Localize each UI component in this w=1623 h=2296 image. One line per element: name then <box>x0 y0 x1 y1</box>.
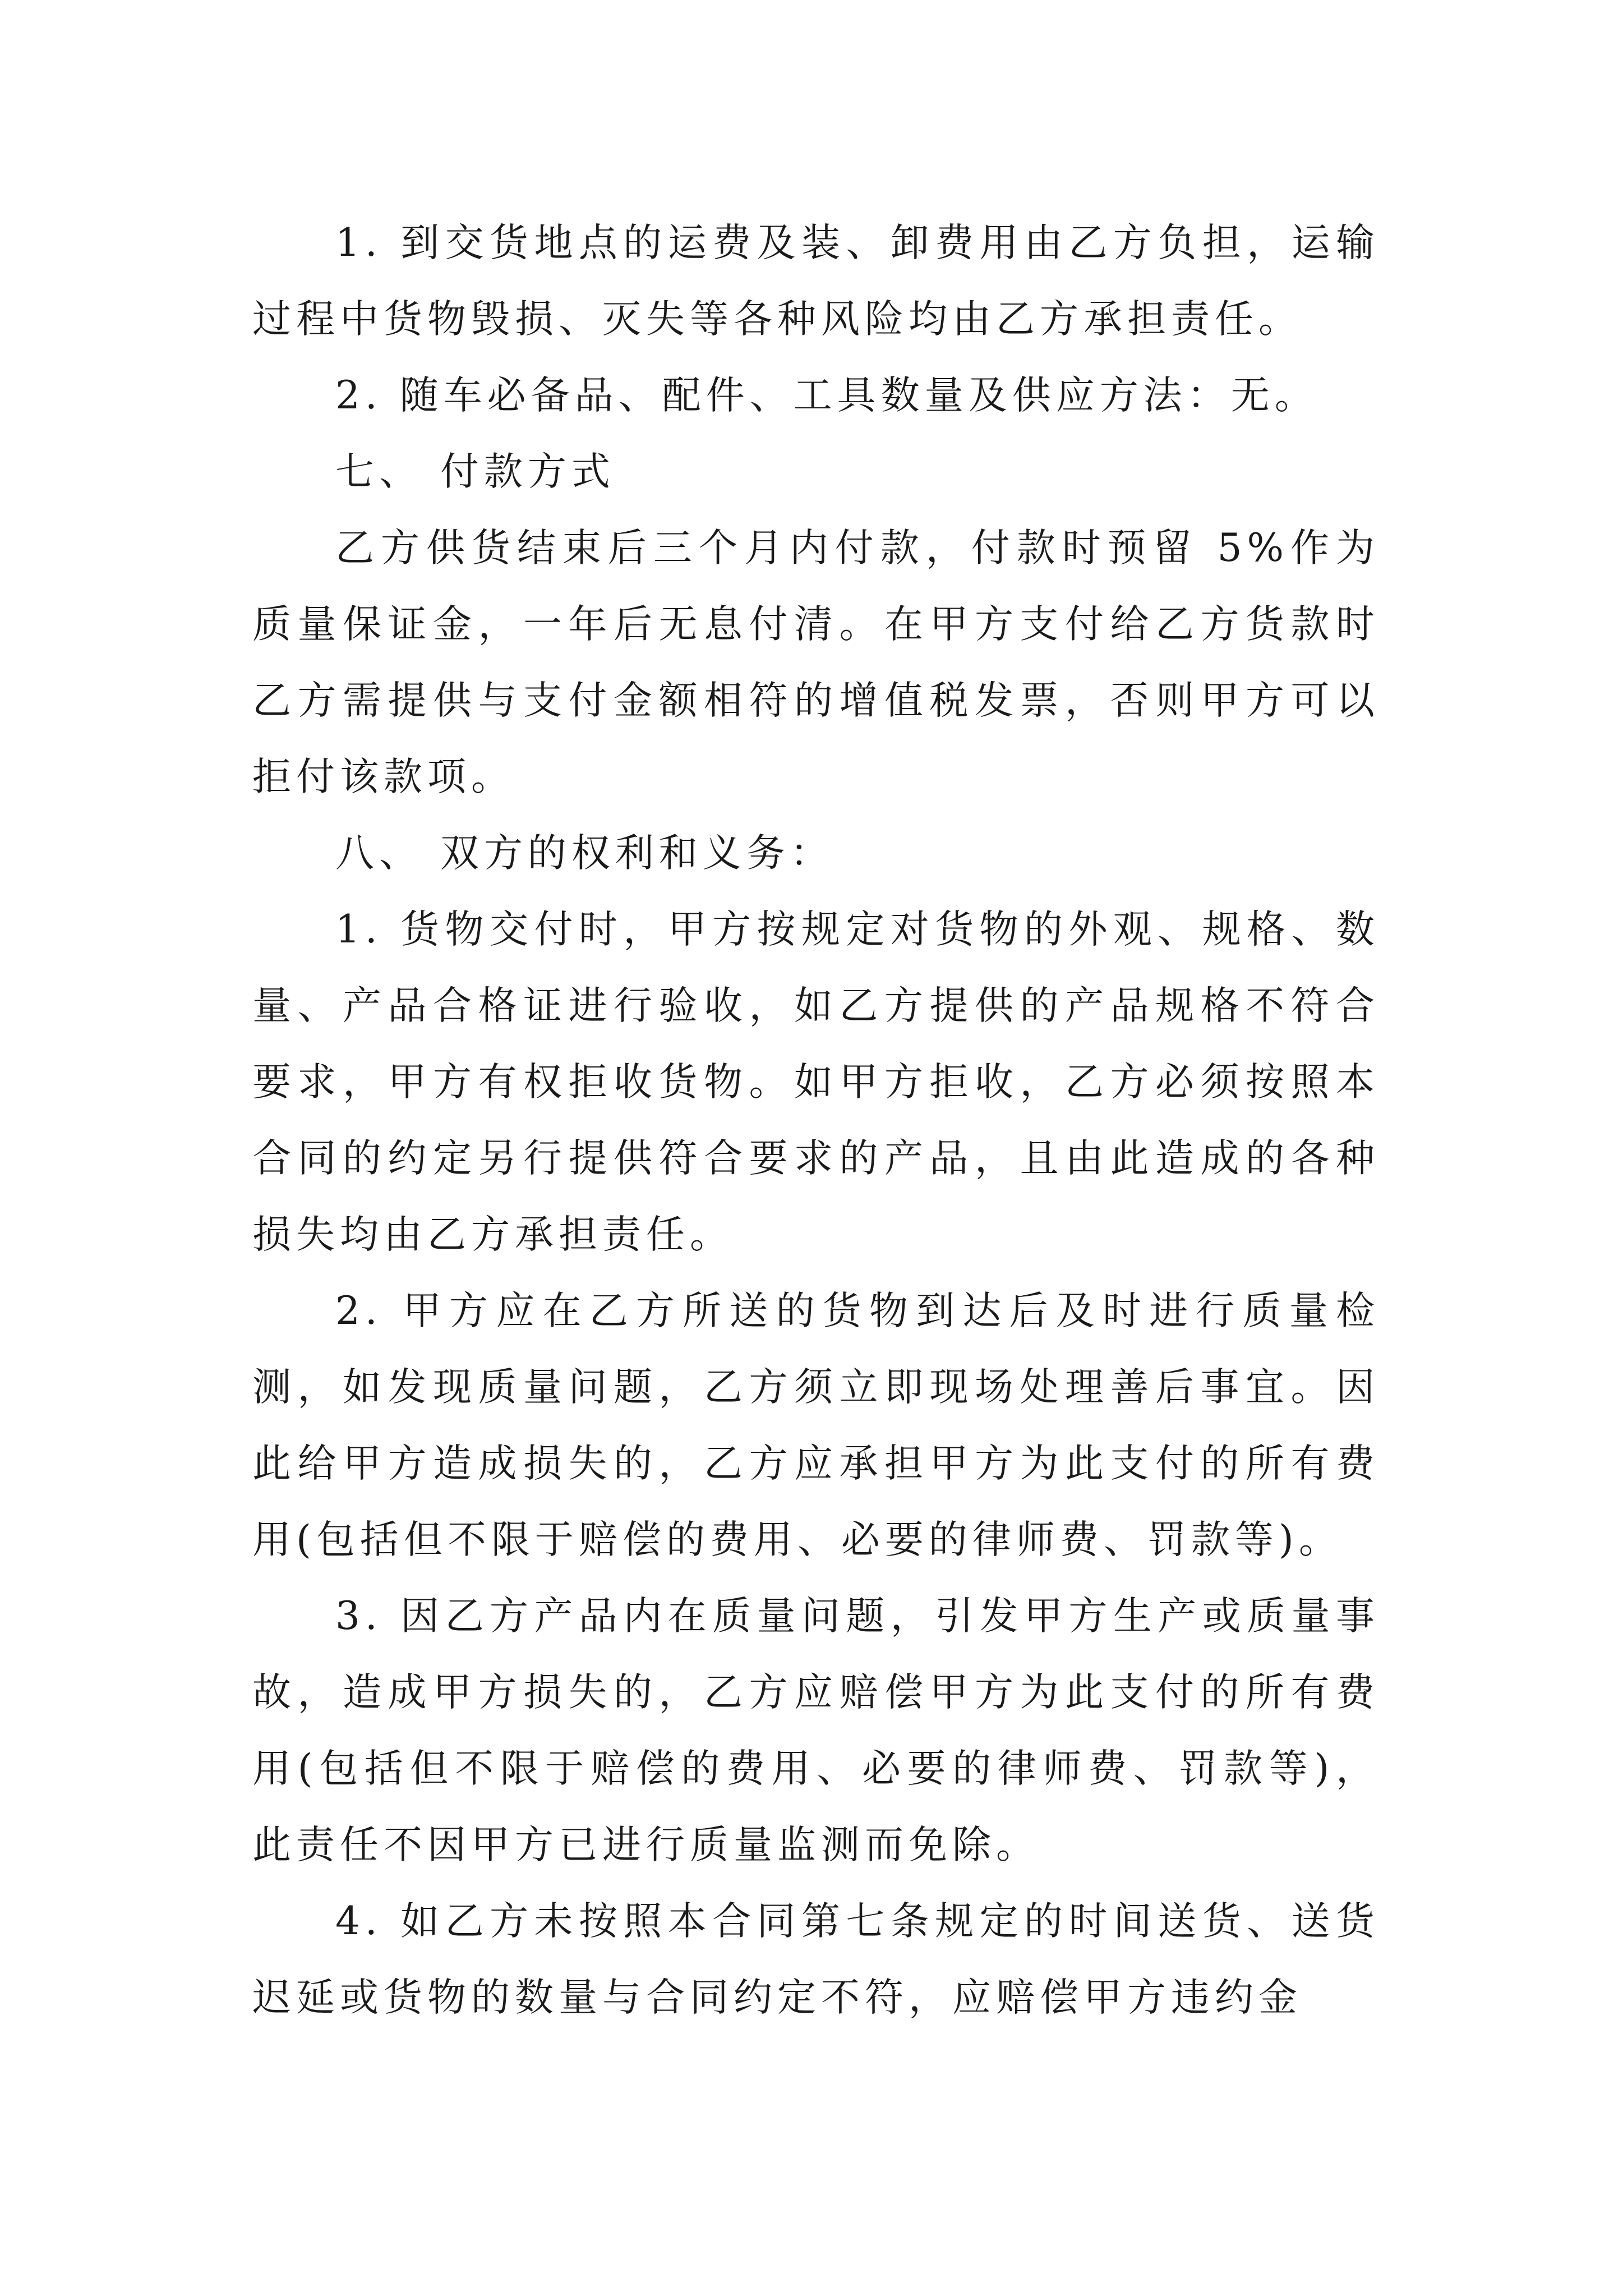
obligation-2-quality-testing: 2. 甲方应在乙方所送的货物到达后及时进行质量检测，如发现质量问题，乙方须立即现场处理善后事宜。因此给甲方造成损失的，乙方应承担甲方为此支付的所有费用(包括但不限于赔偿的费用、必要的律师费、罚款等)。 <box>252 1289 1380 1562</box>
section-heading-payment: 七、 付款方式 <box>335 449 615 494</box>
payment-terms-paragraph: 乙方供货结束后三个月内付款，付款时预留 5%作为质量保证金，一年后无息付清。在甲方支付给乙方货款时乙方需提供与支付金额相符的增值税发票，否则甲方可以拒付该款项。 <box>252 526 1380 799</box>
clause-1-shipping-costs: 1. 到交货地点的运费及装、卸费用由乙方负担，运输过程中货物毁损、灭失等各种风险均由乙方承担责任。 <box>252 220 1380 342</box>
clause-2-accessories: 2. 随车必备品、配件、工具数量及供应方法：无。 <box>335 373 1318 418</box>
obligation-1-inspection: 1. 货物交付时，甲方按规定对货物的外观、规格、数量、产品合格证进行验收，如乙方提供的产品规格不符合要求，甲方有权拒收货物。如甲方拒收，乙方必须按照本合同的约定另行提供符合要求的产品，且由此造成的各种损失均由乙方承担责任。 <box>252 907 1380 1257</box>
obligation-4-delivery-delay: 4. 如乙方未按照本合同第七条规定的时间送货、送货迟延或货物的数量与合同约定不符，应赔偿甲方违约金 <box>252 1899 1380 2020</box>
section-heading-rights-obligations: 八、 双方的权利和义务： <box>335 831 834 876</box>
obligation-3-quality-liability: 3. 因乙方产品内在质量问题，引发甲方生产或质量事故，造成甲方损失的，乙方应赔偿甲方为此支付的所有费用(包括但不限于赔偿的费用、必要的律师费、罚款等)，此责任不因甲方已进行质量监测而免除。 <box>252 1594 1380 1867</box>
document-body <box>252 205 1380 2036</box>
